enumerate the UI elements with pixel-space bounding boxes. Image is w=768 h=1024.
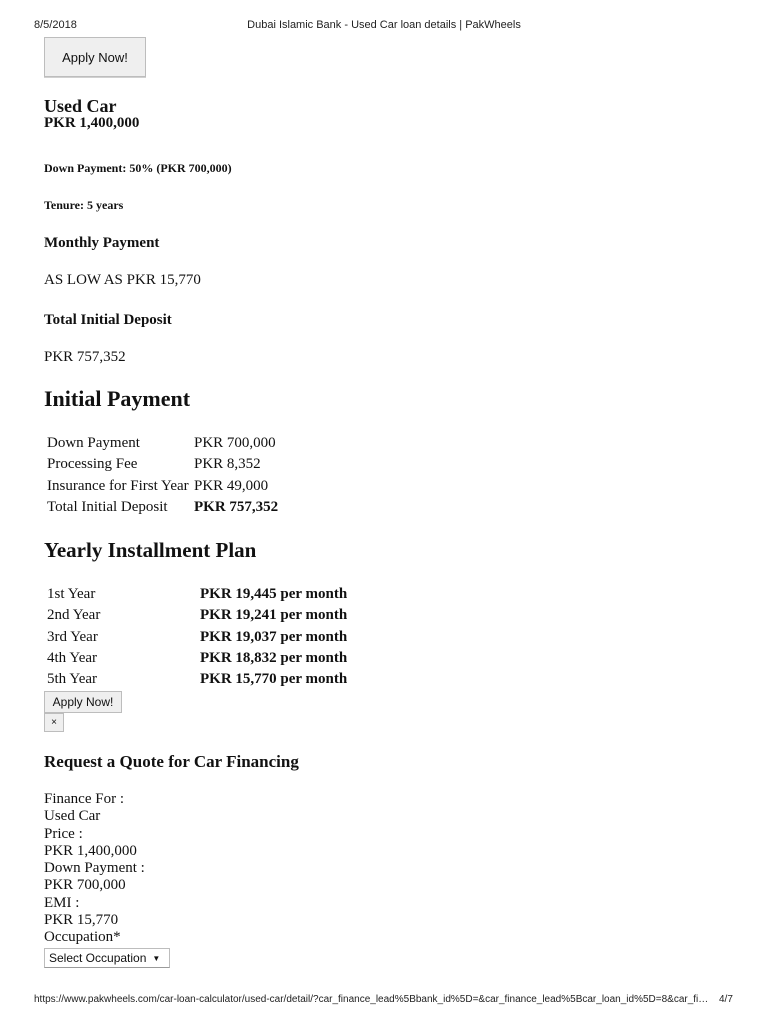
table-row	[44, 497, 278, 518]
monthly-payment-label: Monthly Payment	[44, 235, 160, 251]
finance-for-value: Used Car	[44, 808, 101, 825]
emi-value: PKR 15,770	[44, 912, 119, 929]
table-row	[44, 584, 347, 605]
print-page-number: 4/7	[719, 994, 733, 1005]
price-value: PKR 1,400,000	[44, 842, 137, 859]
installment-value: PKR 19,445 per month	[200, 586, 348, 603]
print-date: 8/5/2018	[34, 19, 77, 31]
initial-payment-heading: Initial Payment	[44, 386, 191, 411]
row-label: Total Initial Deposit	[47, 499, 168, 516]
quote-details	[44, 791, 145, 947]
total-initial-deposit-label: Total Initial Deposit	[44, 312, 172, 328]
price-label: Price :	[44, 825, 83, 842]
down-payment-label: Down Payment :	[44, 860, 145, 877]
year-label: 1st Year	[47, 586, 96, 603]
print-footer-url: https://www.pakwheels.com/car-loan-calculator/used-car/detail/?car_finance_lead%5Bbank_id%5D=&car_finance_lead%5Bcar_loan_id%5D=8&car_fi…	[34, 994, 709, 1005]
occupation-label: Occupation*	[44, 929, 121, 946]
down-payment-summary: Down Payment: 50% (PKR 700,000)	[44, 161, 232, 175]
monthly-payment-value: AS LOW AS PKR 15,770	[44, 272, 201, 288]
row-label: Processing Fee	[47, 456, 138, 473]
row-label: Insurance for First Year	[47, 477, 189, 494]
finance-for-label: Finance For :	[44, 791, 124, 807]
year-label: 2nd Year	[47, 607, 101, 624]
row-label: Down Payment	[47, 435, 140, 452]
down-payment-value: PKR 700,000	[44, 877, 126, 894]
occupation-select-value: Select Occupation	[49, 951, 147, 965]
apply-now-button-secondary[interactable]: Apply Now!	[44, 691, 122, 713]
installment-value: PKR 18,832 per month	[200, 650, 348, 667]
close-icon[interactable]: ×	[44, 713, 64, 732]
table-row	[44, 605, 347, 626]
installment-value: PKR 19,241 per month	[200, 607, 348, 624]
table-row	[44, 476, 278, 497]
row-value: PKR 700,000	[194, 435, 276, 452]
yearly-installment-table	[44, 584, 347, 690]
apply-now-button[interactable]: Apply Now!	[44, 37, 146, 77]
installment-value: PKR 15,770 per month	[200, 671, 348, 688]
year-label: 3rd Year	[47, 628, 98, 645]
table-row	[44, 433, 278, 454]
request-quote-heading: Request a Quote for Car Financing	[44, 752, 299, 771]
year-label: 5th Year	[47, 671, 98, 688]
car-price: PKR 1,400,000	[44, 115, 140, 131]
row-value: PKR 49,000	[194, 477, 269, 494]
row-value: PKR 757,352	[194, 499, 279, 516]
chevron-down-icon: ▼	[152, 953, 161, 963]
emi-label: EMI :	[44, 894, 80, 911]
print-page-title: Dubai Islamic Bank - Used Car loan details | PakWheels	[247, 19, 521, 31]
occupation-select[interactable]	[44, 948, 170, 968]
table-row	[44, 627, 347, 648]
table-row	[44, 669, 347, 690]
tenure-summary: Tenure: 5 years	[44, 198, 124, 212]
total-initial-deposit-value: PKR 757,352	[44, 349, 126, 365]
installment-value: PKR 19,037 per month	[200, 628, 348, 645]
initial-payment-table	[44, 433, 278, 518]
row-value: PKR 8,352	[194, 456, 261, 473]
yearly-installment-heading: Yearly Installment Plan	[44, 538, 257, 562]
year-label: 4th Year	[47, 650, 98, 667]
table-row	[44, 648, 347, 669]
table-row	[44, 454, 278, 475]
car-type-heading: Used Car	[44, 96, 117, 116]
